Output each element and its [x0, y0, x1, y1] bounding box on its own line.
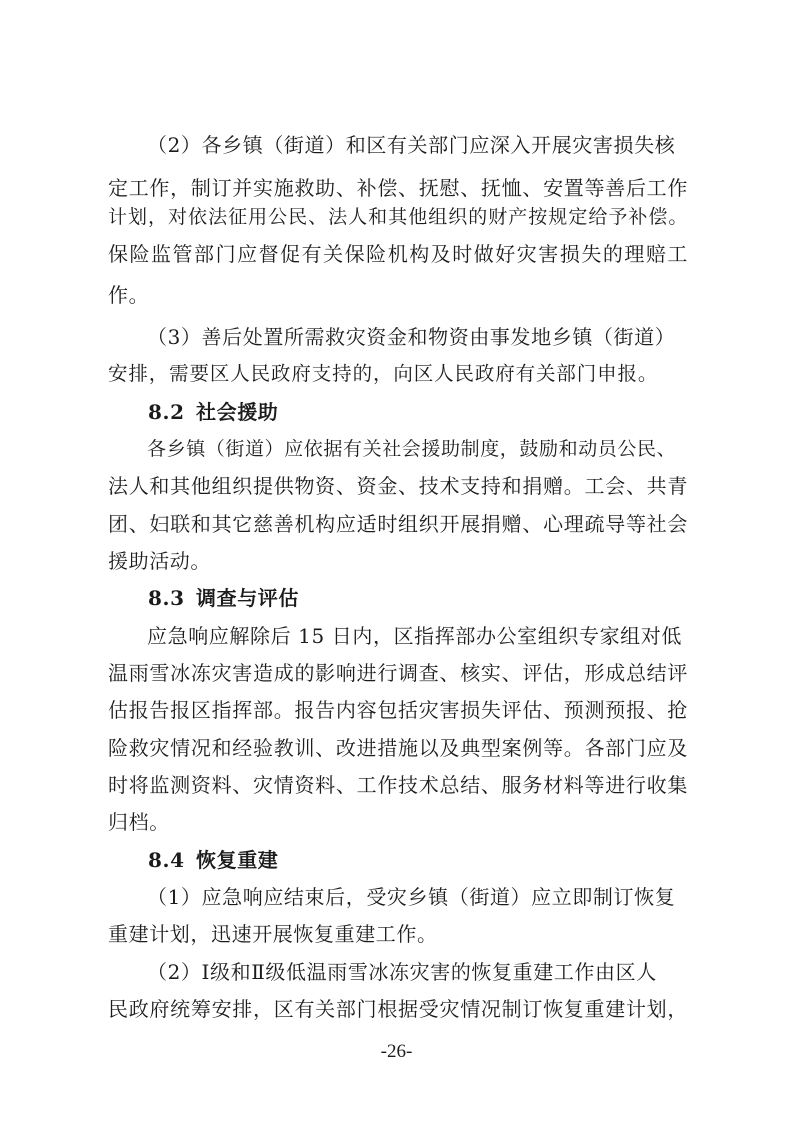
section-title: 调查与评估 [196, 586, 299, 610]
page-number: -26- [380, 1041, 413, 1062]
section-number: 8.4 [148, 848, 185, 872]
paragraph-8-3-line-5: 时将监测资料、灾情资料、工作技术总结、服务材料等进行收集 [108, 773, 688, 797]
section-number: 8.2 [148, 400, 185, 424]
section-heading-8-3 [148, 584, 548, 612]
paragraph-8-4-1-line-2: 重建计划，迅速开展恢复重建工作。 [108, 922, 438, 946]
paragraph-3-line-2: 安排，需要区人民政府支持的，向区人民政府有关部门申报。 [108, 362, 658, 385]
paragraph-2-line-3: 计划，对依法征用公民、法人和其他组织的财产按规定给予补偿。 [108, 206, 688, 228]
section-number: 8.3 [148, 586, 185, 610]
paragraph-8-4-2-line-2: 民政府统筹安排，区有关部门根据受灾情况制订恢复重建计划， [108, 997, 688, 1021]
paragraph-8-3-line-1: 应急响应解除后 15 日内，区指挥部办公室组织专家组对低 [147, 624, 682, 648]
paragraph-8-2-line-1: 各乡镇（街道）应依据有关社会援助制度，鼓励和动员公民、 [147, 438, 677, 460]
paragraph-8-2-line-2: 法人和其他组织提供物资、资金、技术支持和捐赠。工会、共青 [108, 474, 688, 498]
paragraph-8-2-line-3: 团、妇联和其它慈善机构应适时组织开展捐赠、心理疏导等社会 [108, 512, 688, 536]
paragraph-2-line-4: 保险监管部门应督促有关保险机构及时做好灾害损失的理赔工 [108, 242, 688, 266]
section-title: 恢复重建 [196, 848, 279, 872]
paragraph-8-3-line-6: 归档。 [108, 810, 170, 834]
paragraph-3-line-1: （3）善后处置所需救灾资金和物资由事发地乡镇（街道） [147, 325, 676, 349]
paragraph-2-line-5: 作。 [108, 283, 150, 307]
paragraph-8-3-line-3: 估报告报区指挥部。报告内容包括灾害损失评估、预测预报、抢 [108, 698, 688, 722]
paragraph-8-4-2-line-1: （2）Ⅰ级和Ⅱ级低温雨雪冰冻灾害的恢复重建工作由区人 [147, 960, 657, 984]
paragraph-8-4-1-line-1: （1）应急响应结束后，受灾乡镇（街道）应立即制订恢复 [147, 885, 676, 909]
section-heading-8-2 [148, 398, 548, 426]
section-title: 社会援助 [196, 400, 279, 424]
paragraph-8-3-line-2: 温雨雪冰冻灾害造成的影响进行调查、核实、评估，形成总结评 [108, 661, 688, 685]
paragraph-2-line-1: （2）各乡镇（街道）和区有关部门应深入开展灾害损失核 [147, 133, 676, 157]
paragraph-8-2-line-4: 援助活动。 [108, 549, 211, 573]
paragraph-8-3-line-4: 险救灾情况和经验教训、改进措施以及典型案例等。各部门应及 [108, 736, 688, 760]
section-heading-8-4 [148, 846, 548, 874]
paragraph-2-line-2: 定工作，制订并实施救助、补偿、抚慰、抚恤、安置等善后工作 [108, 176, 688, 200]
